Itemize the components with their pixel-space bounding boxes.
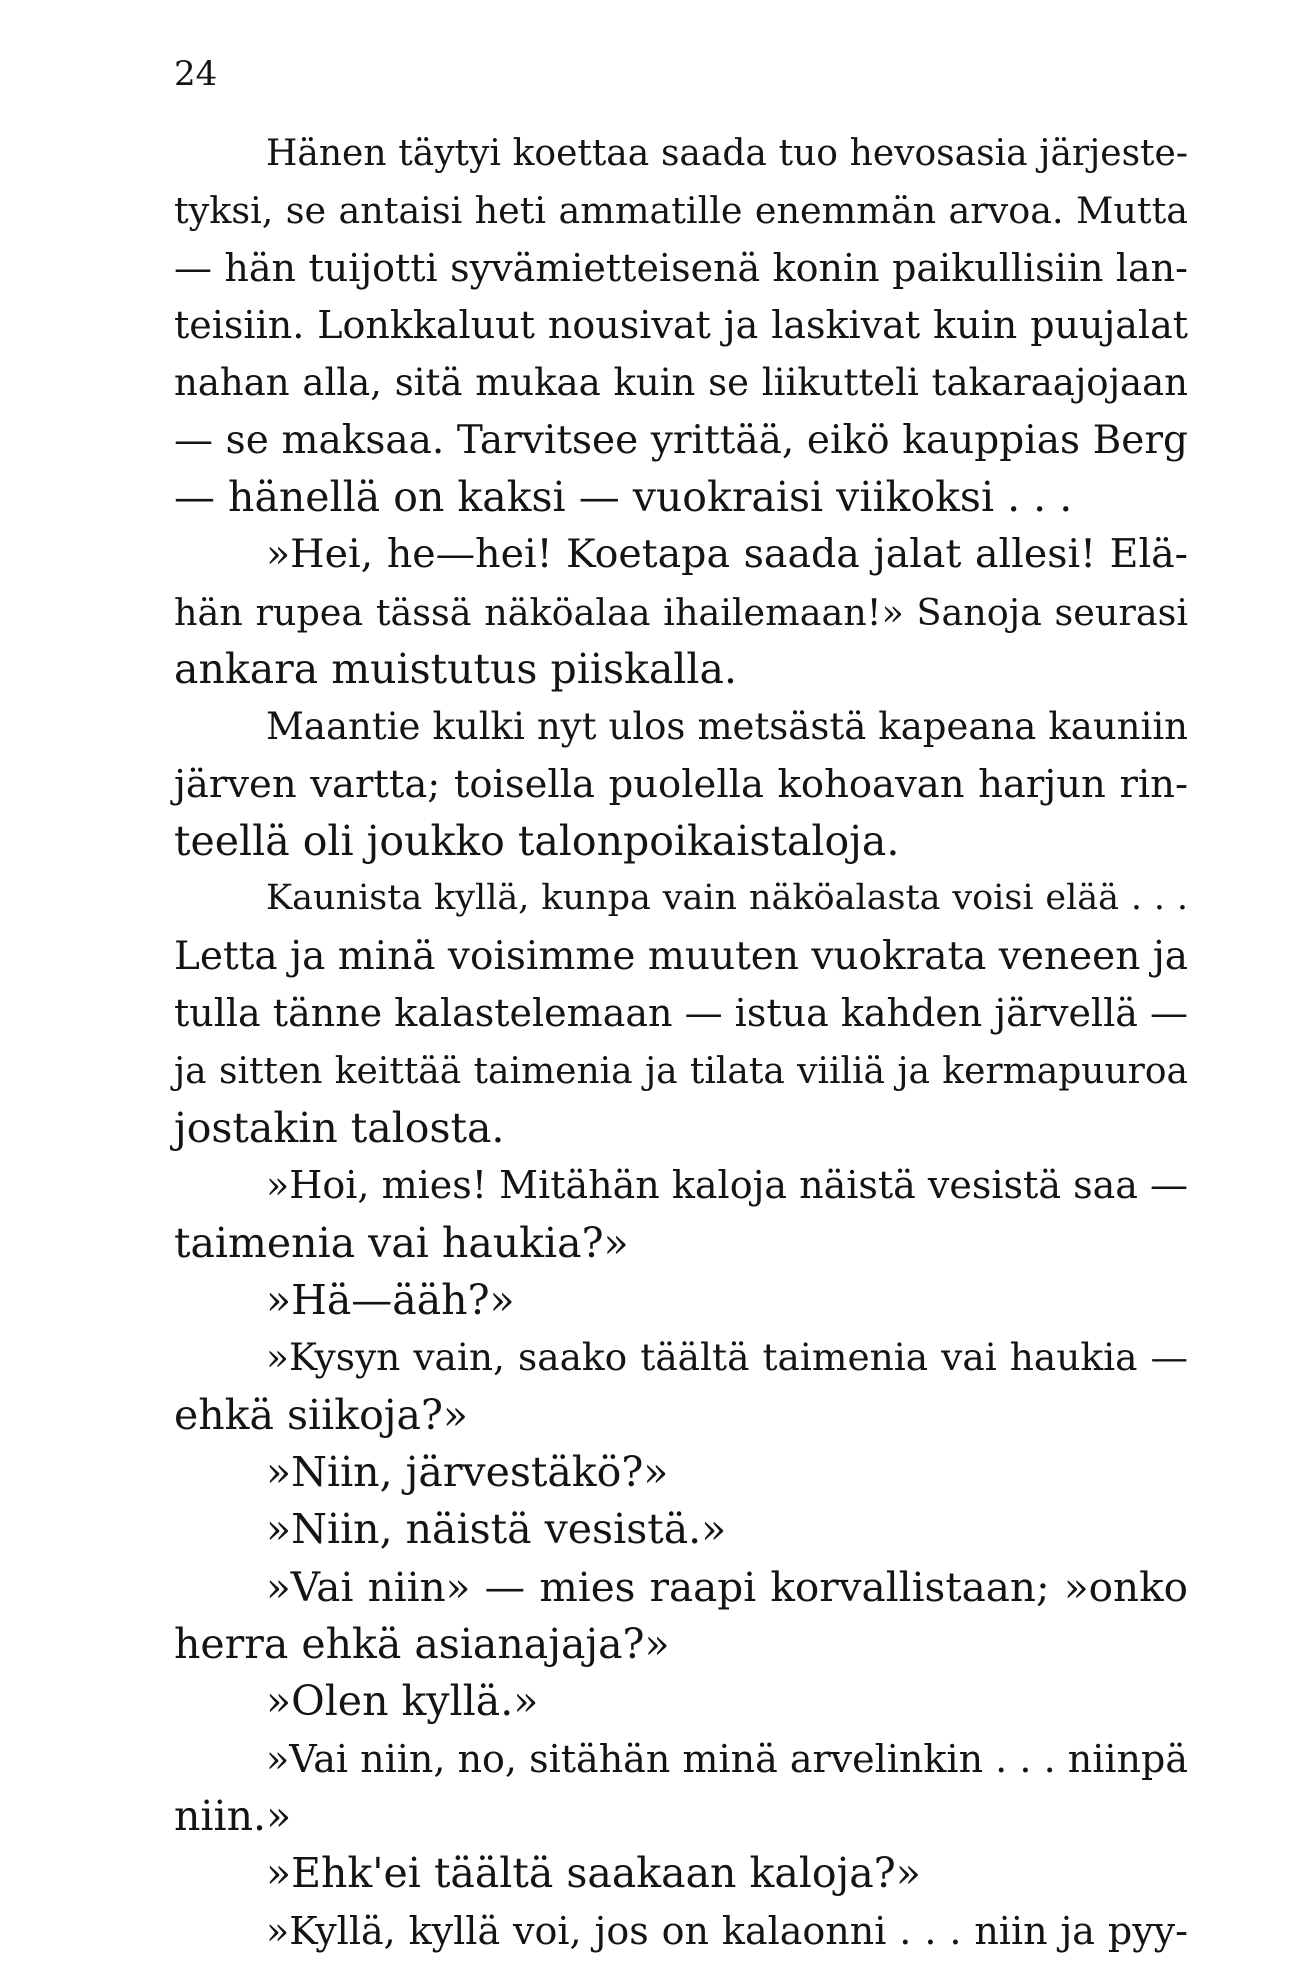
body-text: [174, 125, 1188, 1960]
text-line: — se maksaa. Tarvitsee yrittää, eikö kauppias Berg: [174, 417, 1188, 463]
text-line: tulla tänne kalastelemaan — istua kahden järvellä —: [174, 991, 1188, 1036]
text-line: hän rupea tässä näköalaa ihailemaan!» Sanoja seurasi: [174, 590, 1188, 634]
text-line: taimenia vai haukia?»: [174, 1218, 629, 1267]
text-line: — hän tuijotti syvämietteisenä konin paikullisiin lan-: [174, 245, 1188, 290]
text-line: Kaunista kyllä, kunpa vain näköalasta voisi elää . . .: [266, 878, 1188, 919]
text-line: Maantie kulki nyt ulos metsästä kapeana kauniin: [266, 705, 1188, 749]
text-line: herra ehkä asianajaja?»: [174, 1619, 670, 1668]
text-line: »Hei, he—hei! Koetapa saada jalat allesi! Elä-: [266, 531, 1188, 578]
page-number: 24: [174, 54, 218, 94]
text-line: »Vai niin, no, sitähän minä arvelinkin . . . niinpä: [266, 1736, 1188, 1781]
text-line: »Ehk'ei täältä saakaan kaloja?»: [266, 1849, 921, 1898]
text-line: — hänellä on kaksi — vuokraisi viikoksi . . .: [174, 473, 1073, 522]
text-line: ja sitten keittää taimenia ja tilata viiliä ja kermapuuroa: [174, 1050, 1188, 1092]
text-line: teellä oli joukko talonpoikaistaloja.: [174, 817, 900, 866]
text-line: Letta ja minä voisimme muuten vuokrata veneen ja: [174, 933, 1189, 979]
text-line: Hänen täytyi koettaa saada tuo hevosasia järjeste-: [266, 133, 1188, 174]
text-line: jostakin talosta.: [174, 1103, 505, 1152]
text-line: »Vai niin» — mies raapi korvallistaan; »onko: [266, 1562, 1188, 1611]
text-line: »Kysyn vain, saako täältä taimenia vai haukia —: [266, 1335, 1188, 1380]
text-line: ehkä siikoja?»: [174, 1390, 469, 1439]
text-line: niin.»: [174, 1791, 292, 1840]
text-line: »Niin, näistä vesistä.»: [266, 1505, 727, 1554]
text-line: »Niin, järvestäkö?»: [266, 1447, 669, 1496]
text-line: »Olen kyllä.»: [266, 1677, 539, 1726]
text-line: järven vartta; toisella puolella kohoavan harjun rin-: [174, 761, 1188, 807]
text-line: nahan alla, sitä mukaa kuin se liikutteli takaraajojaan: [174, 361, 1188, 405]
text-line: »Kyllä, kyllä voi, jos on kalaonni . . . niin ja pyy-: [266, 1908, 1188, 1953]
text-line: »Hä—ääh?»: [266, 1275, 515, 1324]
text-line: teisiin. Lonkkaluut nousivat ja laskivat kuin puujalat: [174, 303, 1188, 348]
text-line: »Hoi, mies! Mitähän kaloja näistä vesistä saa —: [266, 1163, 1188, 1208]
text-line: ankara muistutus piiskalla.: [174, 645, 737, 694]
text-line: tyksi, se antaisi heti ammatille enemmän arvoa. Mutta: [174, 189, 1188, 233]
